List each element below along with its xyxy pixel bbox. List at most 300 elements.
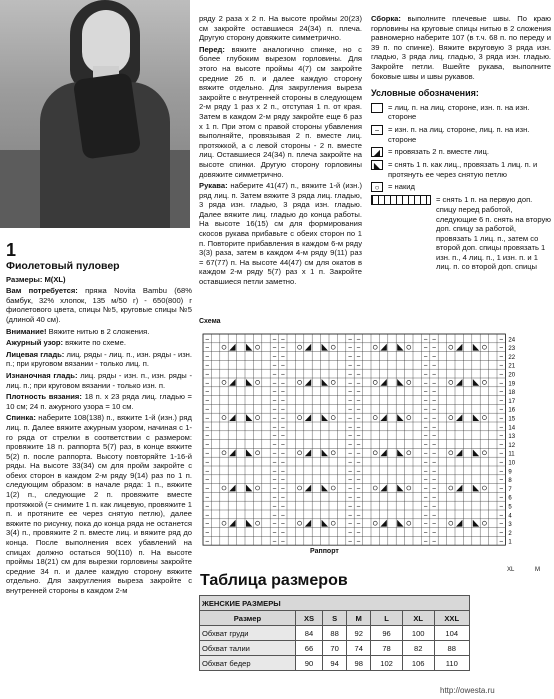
chart-purl-mark: − [347,415,353,423]
legend-text: = накид [388,182,415,192]
lace-text: вяжите по схеме. [65,338,126,348]
chart-purl-mark: − [272,459,277,467]
table-cell: 98 [347,656,371,671]
chart-purl-mark: − [356,450,361,458]
table-cell: Обхват талии [200,641,296,656]
rev-label: Изнаночная гладь: [6,370,78,380]
face-shape [82,10,130,74]
chart-purl-mark: − [431,424,437,432]
table-cell: Обхват груди [200,626,296,641]
size-table-column-header: XXL [434,611,469,626]
chart-purl-mark: − [499,406,504,414]
chart-purl-mark: − [423,538,428,546]
chart-purl-mark: − [347,406,353,414]
table-cell: 92 [347,626,371,641]
chart-purl-mark: − [423,477,428,485]
chart-purl-mark: − [272,380,277,388]
chart-purl-mark: − [423,441,428,449]
chart-purl-mark: − [205,494,210,502]
table-row [200,656,470,671]
sizes-value: M(XL) [44,274,66,284]
chart-purl-mark: − [272,371,277,379]
note-label: Внимание! [6,326,47,336]
chart-purl-mark: − [356,521,361,529]
size-table-column-header: Размер [200,611,296,626]
chart-purl-mark: − [347,380,353,388]
chart-purl-mark: − [272,529,277,537]
legend-symbol-icon: ◣ [371,160,383,170]
table-cell: 88 [323,626,347,641]
chart-purl-mark: − [280,441,285,449]
legend-symbol-icon: ○ [371,182,383,192]
chart-row-number: 23 [508,346,516,353]
chart-purl-mark: − [499,441,504,449]
chart-purl-mark: − [356,512,361,520]
chart-purl-mark: − [347,336,353,344]
chart-purl-mark: − [431,371,437,379]
chart-purl-mark: − [431,538,437,546]
lace-label: Ажурный узор: [6,338,63,348]
chart-purl-mark: − [347,485,353,493]
chart-purl-mark: − [272,336,277,344]
chart-purl-mark: − [347,371,353,379]
table-cell: 90 [295,656,322,671]
chart-purl-mark: − [356,406,361,414]
chart-purl-mark: − [272,512,277,520]
chart-purl-mark: − [356,380,361,388]
chart-purl-mark: − [272,389,277,397]
chart-purl-mark: − [423,521,428,529]
size-table-column-header: M [347,611,371,626]
item-number: 1 [6,240,17,260]
chart-purl-mark: − [272,494,277,502]
chart-purl-mark: − [205,503,210,511]
chart-purl-mark: − [431,433,437,441]
chart-purl-mark: − [431,380,437,388]
chart-purl-mark: − [356,415,361,423]
watermark: http://owesta.ru [440,686,495,695]
table-cell: 74 [347,641,371,656]
back-label: Спинка: [6,413,36,423]
chart-row-number: 16 [508,407,516,414]
chart-purl-mark: − [205,538,210,546]
chart-purl-mark: − [499,477,504,485]
legend-text: = провязать 2 п. вместе лиц. [388,147,489,157]
chart-purl-mark: − [347,494,353,502]
chart-purl-mark: − [347,538,353,546]
chart-purl-mark: − [205,512,210,520]
chart-purl-mark: − [499,380,504,388]
item-title: Фиолетовый пуловер [6,260,120,272]
chart-purl-mark: − [356,424,361,432]
chart-purl-mark: − [431,485,437,493]
chart-purl-mark: − [205,371,210,379]
need-label: Вам потребуется: [6,286,78,296]
scarf-shape [73,72,142,159]
chart-purl-mark: − [272,362,277,370]
chart-purl-mark: − [280,380,285,388]
chart-purl-mark: − [280,345,285,353]
size-table-column-header: S [323,611,347,626]
chart-purl-mark: − [431,521,437,529]
chart-purl-mark: − [423,371,428,379]
chart-row-number: 13 [508,434,516,441]
front-text: вяжите аналогично спинке, но с более глубоким вырезом горловины. Для этого на высоте проймы 4(7) см закройте средние 26 п. и далее каждую сторону вяжите отдельно. Для закругления выреза закройте с внутренней стороны в следующем 2-м ряду 1 раз x 2 п., отступая 1 п. от края. Затем в каждом 2-м ряду закройте еще 6 раз x 1 п. При этом с правой стороны убавления выполняйте, провязывая 2 п. вместе лиц. протяжкой, а с левой стороны - 2 п. вместе лиц. Оставшиеся 24(34) п. плеча закройте на высоте спинки. Другую сторону горловины довяжите симметрично. [199,44,362,179]
chart-purl-mark: − [205,468,210,476]
table-cell: 100 [402,626,434,641]
chart-purl-mark: − [205,424,210,432]
chart-purl-mark: − [272,397,277,405]
size-table-column-header: L [371,611,403,626]
size-table-header: ЖЕНСКИЕ РАЗМЕРЫ [200,596,470,611]
chart-purl-mark: − [272,521,277,529]
chart-row-number: 3 [508,522,512,529]
legend-symbol-icon: ◢ [371,147,383,157]
table-row [200,626,470,641]
chart-purl-mark: − [280,362,285,370]
chart-row-number: 1 [508,539,512,546]
legend-item [371,103,551,122]
chart-purl-mark: − [356,494,361,502]
chart-purl-mark: − [499,485,504,493]
chart-purl-mark: − [356,397,361,405]
chart-purl-mark: − [205,353,210,361]
chart-purl-mark: − [272,353,277,361]
chart-purl-mark: − [431,389,437,397]
legend-item [371,160,551,179]
chart-purl-mark: − [431,477,437,485]
chart-purl-mark: − [272,441,277,449]
chart-purl-mark: − [431,512,437,520]
chart-purl-mark: − [356,538,361,546]
sleeve-text: наберите 41(47) п., вяжите 1-й (изн.) ряд лиц. п. Затем вяжите 3 ряда лиц. гладью, 3 ряда изн. гладью, 3 ряда изн. гладью. Далее вяжите лиц. гладью до конца работы. На высоте 16(15) см для формирования скосов рукава прибавьте с обеих сторон по 1 п. Повторите прибавления в каждом 6-м ряду 3(3) раза, затем в каждом 4-м ряду 9(11) раз = 67(77) п. На высоте 44(47) см для окатов в каждом 2-м ряду 5(7) раз x 1 п. Закройте оставшиеся петли заметно. [199,181,362,287]
chart-purl-mark: − [205,336,210,344]
chart-purl-mark: − [499,521,504,529]
chart-purl-mark: − [499,468,504,476]
chart-purl-mark: − [272,503,277,511]
chart-purl-mark: − [431,336,437,344]
chart-row-number: 20 [508,372,516,379]
chart-row-number: 5 [508,504,512,511]
chart-purl-mark: − [280,529,285,537]
chart-purl-mark: − [431,362,437,370]
chart-purl-mark: − [423,450,428,458]
legend-text: = снять 1 п. на первую доп. спицу перед работой, следующие 6 п. снять на вторую доп. спицу за работой, провязать 1 лиц. п., затем со второй доп. спицы провязать 1 изн. п., 4 лиц. п., 1 изн. п. и 1 лиц. п. со второй доп. спицы [436,195,551,272]
chart-purl-mark: − [423,406,428,414]
table-cell: 106 [402,656,434,671]
table-row [200,641,470,656]
chart-purl-mark: − [431,529,437,537]
front-label: Перед: [199,44,225,54]
table-cell: 82 [402,641,434,656]
size-table-column-header: XL [402,611,434,626]
chart-purl-mark: − [423,345,428,353]
chart-purl-mark: − [499,362,504,370]
chart-purl-mark: − [423,424,428,432]
chart-purl-mark: − [347,353,353,361]
chart-purl-mark: − [423,415,428,423]
chart-purl-mark: − [423,529,428,537]
left-column [6,240,192,598]
chart-purl-mark: − [356,433,361,441]
table-cell: 66 [295,641,322,656]
chart-row-number: 12 [508,442,516,449]
table-cell: 94 [323,656,347,671]
stock-label: Лицевая гладь: [6,349,65,359]
chart-purl-mark: − [280,494,285,502]
rapport-label: Раппорт [310,548,339,555]
chart-purl-mark: − [280,406,285,414]
chart-purl-mark: − [499,415,504,423]
chart-purl-mark: − [272,424,277,432]
table-cell: 78 [371,641,403,656]
xl-label: XL [507,567,515,573]
knitting-chart [197,328,527,556]
chart-purl-mark: − [431,345,437,353]
legend-symbol-icon [371,103,383,113]
chart-purl-mark: − [347,345,353,353]
chart-purl-mark: − [280,424,285,432]
chart-purl-mark: − [347,512,353,520]
chart-purl-mark: − [280,512,285,520]
chart-purl-mark: − [272,433,277,441]
stock-text: лиц. ряды - лиц. п., изн. ряды - изн. п.; при круговом вязании - только лиц. п. [6,349,192,369]
chart-purl-mark: − [499,345,504,353]
chart-purl-mark: − [499,433,504,441]
chart-row-number: 14 [508,425,516,432]
legend-symbol-icon: − [371,125,383,135]
chart-row-number: 18 [508,390,516,397]
size-table [199,595,470,671]
legend-text: = снять 1 п. как лиц., провязать 1 лиц. п. и протянуть ее через снятую петлю [388,160,538,179]
chart-row-number: 22 [508,354,516,361]
chart-purl-mark: − [272,468,277,476]
sleeve-label: Рукава: [199,181,228,191]
legend-item [371,125,551,144]
chart-purl-mark: − [431,494,437,502]
legend [371,89,551,272]
chart-row-number: 17 [508,398,516,405]
chart-title: Схема [199,318,221,325]
chart-purl-mark: − [423,380,428,388]
chart-purl-mark: − [205,362,210,370]
chart-purl-mark: − [205,397,210,405]
chart-purl-mark: − [280,397,285,405]
chart-purl-mark: − [431,415,437,423]
mid-paragraph: ряду 2 раза x 2 п. На высоте проймы 20(23) см закройте оставшиеся 24(34) п. плеча. Другую сторону довяжите симметрично. [199,14,362,43]
table-cell: 70 [323,641,347,656]
chart-purl-mark: − [431,397,437,405]
middle-column [199,14,362,289]
chart-purl-mark: − [347,389,353,397]
chart-purl-mark: − [356,345,361,353]
table-cell: 104 [434,626,469,641]
chart-purl-mark: − [499,397,504,405]
chart-purl-mark: − [280,433,285,441]
chart-purl-mark: − [205,406,210,414]
size-table-column-header: XS [295,611,322,626]
chart-purl-mark: − [205,521,210,529]
chart-purl-mark: − [280,336,285,344]
chart-row-number: 21 [508,363,516,370]
chart-purl-mark: − [423,512,428,520]
table-cell: Обхват бедер [200,656,296,671]
gauge-text: 18 п. x 23 ряда лиц. гладью = 10 см; 24 п. ажурного узора = 10 см. [6,392,192,411]
chart-purl-mark: − [431,459,437,467]
chart-purl-mark: − [356,336,361,344]
chart-purl-mark: − [347,397,353,405]
chart-purl-mark: − [423,485,428,493]
chart-purl-mark: − [347,529,353,537]
chart-purl-mark: − [499,529,504,537]
table-cell: 84 [295,626,322,641]
legend-text: = лиц. п. на лиц. стороне, изн. п. на изн. стороне [388,102,530,122]
chart-purl-mark: − [205,450,210,458]
chart-purl-mark: − [499,424,504,432]
chart-purl-mark: − [431,468,437,476]
chart-row-number: 4 [508,513,512,520]
chart-row-number: 7 [508,486,512,493]
chart-purl-mark: − [347,459,353,467]
chart-purl-mark: − [347,441,353,449]
legend-item [371,182,551,192]
chart-purl-mark: − [423,397,428,405]
chart-purl-mark: − [347,477,353,485]
chart-purl-mark: − [205,415,210,423]
chart-purl-mark: − [280,389,285,397]
chart-row-number: 15 [508,416,516,423]
chart-purl-mark: − [499,336,504,344]
chart-purl-mark: − [499,371,504,379]
chart-purl-mark: − [272,415,277,423]
chart-purl-mark: − [423,468,428,476]
chart-purl-mark: − [356,477,361,485]
m-label: M [535,567,540,573]
chart-purl-mark: − [356,459,361,467]
model-photo [0,0,190,228]
chart-purl-mark: − [431,353,437,361]
chart-purl-mark: − [347,503,353,511]
chart-purl-mark: − [272,450,277,458]
chart-purl-mark: − [431,406,437,414]
table-cell: 102 [371,656,403,671]
chart-purl-mark: − [347,424,353,432]
assembly-text: выполните плечевые швы. По краю горловины на круговые спицы нитью в 2 сложения равномерно наберите 107 (в т.ч. 68 п. по переду и 39 п. по спинке). Вяжите вкруговую 3 ряда изн. гладью, 3 ряда лиц. гладью, 3 ряда изн. гладью. Закройте петли. Вшейте рукава, выполните боковые швы и швы рукавов. [371,14,551,81]
right-column [371,14,551,275]
chart-row-number: 24 [508,337,516,344]
chart-purl-mark: − [280,521,285,529]
chart-purl-mark: − [347,450,353,458]
chart-purl-mark: − [347,521,353,529]
chart-row-number: 11 [508,451,515,458]
chart-row-number: 8 [508,478,512,485]
chart-purl-mark: − [431,441,437,449]
chart-purl-mark: − [280,459,285,467]
chart-purl-mark: − [356,389,361,397]
chart-purl-mark: − [356,468,361,476]
chart-purl-mark: − [205,477,210,485]
chart-purl-mark: − [423,459,428,467]
chart-purl-mark: − [205,485,210,493]
chart-purl-mark: − [272,345,277,353]
table-cell: 110 [434,656,469,671]
chart-purl-mark: − [272,477,277,485]
chart-purl-mark: − [272,485,277,493]
chart-purl-mark: − [356,503,361,511]
chart-purl-mark: − [499,512,504,520]
chart-purl-mark: − [205,380,210,388]
chart-purl-mark: − [499,353,504,361]
chart-purl-mark: − [205,433,210,441]
chart-purl-mark: − [205,389,210,397]
chart-purl-mark: − [356,441,361,449]
chart-purl-mark: − [347,362,353,370]
chart-purl-mark: − [499,389,504,397]
chart-purl-mark: − [280,503,285,511]
chart-purl-mark: − [423,362,428,370]
chart-purl-mark: − [431,503,437,511]
chart-purl-mark: − [347,433,353,441]
need-text: пряжа Novita Bambu (68% бамбук, 32% хлопок, 135 м/50 г) - 650(800) г фиолетового цвета, спицы №5, круговые спицы №5 (длиной 40 см). [6,286,192,324]
chart-row-number: 19 [508,381,516,388]
chart-purl-mark: − [205,529,210,537]
chart-purl-mark: − [272,406,277,414]
chart-row-number: 6 [508,495,512,502]
chart-purl-mark: − [280,371,285,379]
back-text: наберите 108(138) п., вяжите 1-й (изн.) ряд лиц. п. Далее вяжите ажурным узором, начиная с 1-го ряда от стрелки в соответствии с размером: провяжите 18 п. раппорта 5(7) раз, в конце вяжите 5(2) п. после раппорта. Высоту повторяйте 1-16-й ряды. На высоте 33(34) см для пройм закройте с обеих сторон в каждом 2-м ряду 9(14) раз по 1 п. следующим образом: в начале ряда: 1 п., вяжите 1(2) п., следующие 2 п. провяжите вместе протяжкой (= снимите 1 п. как лицевую, провяжите 1 п. и протяните ее через снятую петлю), далее вяжите по рисунку, пока до конца ряда не останется 3(4) п., провяжите 2 п. вместе лиц. и вяжите ряд до конца. После выполнения всех убавлений на спицах должно остаться 90(110) п. На высоте проймы 18(21) см для вырезки горловины закройте средние 34 п. и далее каждую сторону вяжите отдельно. Для закругления выреза закройте с внутренней стороны в каждом 2-м [6,413,192,595]
rev-text: лиц. ряды - изн. п., изн. ряды - лиц. п.; при круговом вязании - только изн. п. [6,370,192,390]
table-cell: 96 [371,626,403,641]
chart-purl-mark: − [499,459,504,467]
chart-purl-mark: − [205,459,210,467]
legend-item [371,147,551,157]
chart-purl-mark: − [423,336,428,344]
legend-title: Условные обозначения: [371,88,479,99]
chart-purl-mark: − [280,353,285,361]
chart-purl-mark: − [356,371,361,379]
chart-purl-mark: − [280,477,285,485]
chart-purl-mark: − [499,450,504,458]
chart-purl-mark: − [205,345,210,353]
chart-purl-mark: − [272,538,277,546]
chart-purl-mark: − [499,494,504,502]
chart-purl-mark: − [423,389,428,397]
chart-purl-mark: − [356,529,361,537]
chart-purl-mark: − [356,485,361,493]
table-cell: 88 [434,641,469,656]
assembly-label: Сборка: [371,14,401,23]
gauge-label: Плотность вязания: [6,392,82,402]
chart-purl-mark: − [356,362,361,370]
chart-purl-mark: − [205,441,210,449]
chart-row-number: 2 [508,530,512,537]
chart-purl-mark: − [280,415,285,423]
chart-purl-mark: − [431,450,437,458]
legend-item [371,195,551,272]
size-table-title: Таблица размеров [200,572,348,589]
note-text: Вяжите нитью в 2 сложения. [48,326,150,336]
sizes-label: Размеры: [6,274,43,284]
chart-purl-mark: − [280,450,285,458]
chart-purl-mark: − [347,468,353,476]
chart-row-number: 10 [508,460,516,467]
chart-purl-mark: − [423,433,428,441]
chart-row-number: 9 [508,469,512,476]
chart-purl-mark: − [499,538,504,546]
chart-purl-mark: − [280,485,285,493]
chart-purl-mark: − [280,468,285,476]
chart-purl-mark: − [423,494,428,502]
